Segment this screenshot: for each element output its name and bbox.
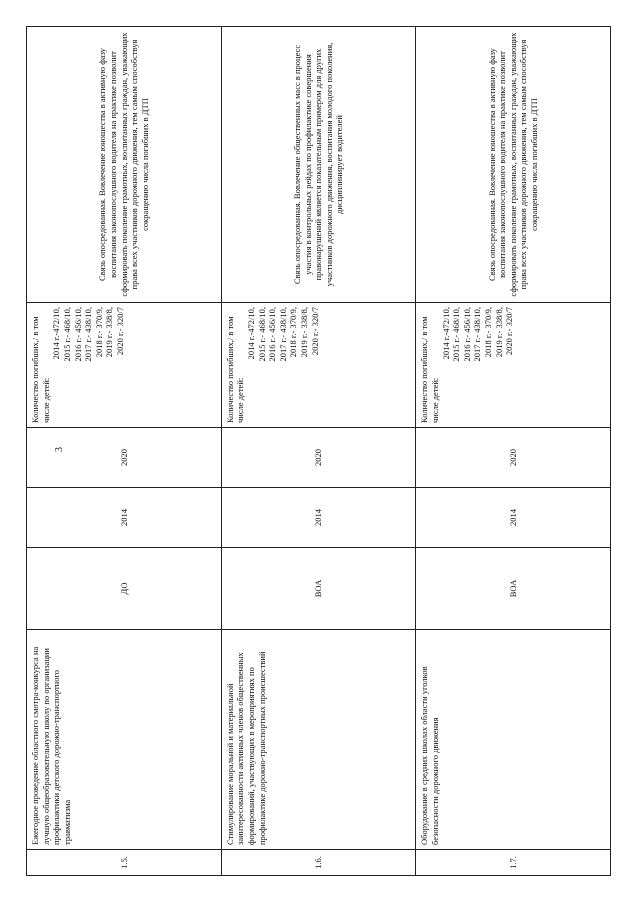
indicator-heading: Количество погибших,/ в том числе детей: (419, 316, 440, 423)
end-year: 2020 (27, 428, 222, 488)
result-text: Связь опосредованная. Вовлечение юношества в активную фазу воспитания законопослушного водителя на практике позволит сформировать поколение грамотных, воспитанных граждан, уважающих права всех участников дорожного движения, тем самым способствуя сокращению числа погибших в ДТП (486, 32, 540, 297)
executor: ВОА (221, 548, 416, 630)
start-year: 2014 (416, 488, 611, 548)
indicator-values: 2014 г.-472/10, 2015 г.- 468/10, 2016 г.- 456/10, 2017 г.- 438/10, 2018 г.- 370/9, 2019 г.- 338/8, 2020 г.- 320/7 (440, 307, 515, 362)
result-description (27, 27, 222, 303)
executor: ДО (27, 548, 222, 630)
event-description: Оборудование в средних школах области уголков безопасности дорожного движения (416, 630, 611, 850)
indicator-values: 2014 г.-472/10, 2015 г.- 468/10, 2016 г.- 456/10, 2017 г.- 438/10, 2018 г.- 370/9, 2019 г.- 338/8, 2020 г.- 320/7 (245, 307, 320, 362)
row-number: 1.6. (221, 850, 416, 876)
page-number: 3 (54, 447, 65, 452)
document-table-wrapper (26, 27, 611, 876)
result-description (221, 27, 416, 303)
end-year: 2020 (416, 428, 611, 488)
result-text: Связь опосредованная. Вовлечение юношества в активную фазу воспитания законопослушного водителя на практике позволит сформировать поколение грамотных, воспитанных граждан, уважающих права всех участников дорожного движения, тем самым способствуя сокращению числа погибших в ДТП (97, 32, 150, 297)
result-description (416, 27, 611, 303)
end-year: 2020 (221, 428, 416, 488)
measures-table (26, 26, 611, 876)
event-description: Стимулирование моральной и материальной заинтересованности активных членов общественных формирований, участвующих в мероприятиях по профилактике дорожно-транспортных происшествий (221, 630, 416, 850)
table-row (221, 27, 416, 876)
event-description: Ежегодное проведение областного смотра-конкурса на лучшую общеобразовательную школу по организации профилактики детского дорожно-транспортного травматизма (27, 630, 222, 850)
table-row (27, 27, 222, 876)
executor: ВОА (416, 548, 611, 630)
start-year: 2014 (221, 488, 416, 548)
start-year: 2014 (27, 488, 222, 548)
indicator-cell (416, 303, 611, 428)
indicator-heading: Количество погибших,/ в том числе детей: (30, 316, 51, 423)
result-text: Связь опосредованная. Вовлечение общественных масс в процесс участия в контрольных рейдах по профилактике совершения правонарушений является показательным примером для других участников дорожного движения, воспитания молодого поколения, дисциплинирует водителей (291, 42, 345, 287)
row-number: 1.5. (27, 850, 222, 876)
indicator-cell (221, 303, 416, 428)
indicator-cell (27, 303, 222, 428)
row-number: 1.7. (416, 850, 611, 876)
table-row (416, 27, 611, 876)
indicator-values: 2014 г.-472/10, 2015 г.- 468/10, 2016 г.- 456/10, 2017 г.- 438/10, 2018 г.- 370/9, 2019 г.- 338/8, 2020 г.- 320/7 (51, 307, 125, 362)
indicator-heading: Количество погибших,/ в том числе детей: (224, 316, 246, 423)
